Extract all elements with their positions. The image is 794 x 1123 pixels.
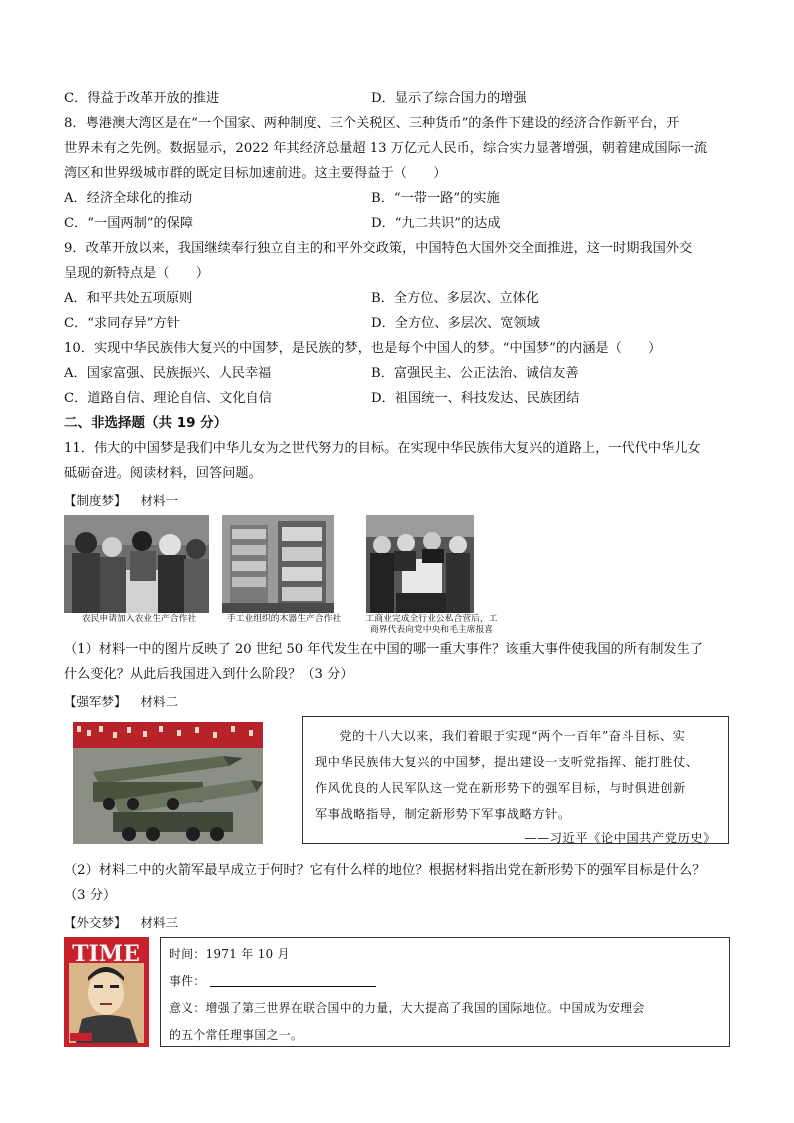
material-2-label: 材料二 <box>140 694 179 709</box>
question-11-1 <box>64 637 734 687</box>
q11-1-line: 什么变化？从此后我国进入到什么阶段？（3 分） <box>64 667 354 682</box>
quote-source: ——习近平《论中国共产党历史》 <box>524 831 716 845</box>
q7-options-cd <box>64 86 734 111</box>
material-1-tag: 【制度梦】 <box>64 493 127 508</box>
event-meaning-line: 的五个常任理事国之一。 <box>169 1028 304 1042</box>
quote-line: 党的十八大以来，我们着眼于实现“两个一百年”奋斗目标、实 <box>339 729 686 743</box>
q9-stem-line: 9．改革开放以来，我国继续奉行独立自主的和平外交政策，中国特色大国外交全面推进，这一时期我国外交 <box>64 241 693 256</box>
q11-1-line: （1）材料一中的图片反映了 20 世纪 50 年代发生在中国的哪一重大事件？该重大事件使我国的所有制发生了 <box>64 642 703 657</box>
material-3-info-box <box>160 937 730 1047</box>
caption-farmers: 农民申请加入农业生产合作社 <box>81 614 197 624</box>
q8-options-ab <box>64 186 734 211</box>
q9-option-a[interactable]: A．和平共处五项原则 <box>64 291 193 306</box>
event-row <box>169 968 721 995</box>
q10-option-d[interactable]: D．祖国统一、科技发达、民族团结 <box>371 391 580 406</box>
q8-option-c[interactable]: C．“一国两制”的保障 <box>64 216 194 231</box>
question-11-2 <box>64 858 734 908</box>
quote-line: 作风优良的人民军队这一党在新形势下的强军目标，与时俱进创新 <box>315 781 686 795</box>
event-meaning-line: 意义：增强了第三世界在联合国中的力量，大大提高了我国的国际地位。中国成为安理会 <box>169 1001 645 1015</box>
q11-stem-line: 砥砺奋进。阅读材料，回答问题。 <box>64 466 262 481</box>
time-magazine-cover <box>64 937 149 1047</box>
q8-stem-line: 湾区和世界级城市群的既定目标加速前进。这主要得益于（ ） <box>64 166 447 181</box>
q10-option-a[interactable]: A．国家富强、民族振兴、人民幸福 <box>64 366 272 381</box>
farmers-photo <box>64 515 209 613</box>
time-logo: TIME <box>72 941 140 967</box>
q9-option-b[interactable]: B．全方位、多层次、立体化 <box>371 291 539 306</box>
question-10 <box>64 336 734 411</box>
q11-2-line: （3 分） <box>64 888 117 903</box>
material-1-label: 材料一 <box>140 493 179 508</box>
q8-options-cd <box>64 211 734 236</box>
caption-handicraft: 手工业组织的木器生产合作社 <box>226 614 342 624</box>
section-title: 二、非选择题（共 19 分） <box>64 415 228 431</box>
q9-option-d[interactable]: D．全方位、多层次、宽领域 <box>371 316 540 331</box>
q10-options-cd <box>64 386 734 411</box>
q10-stem-line: 10．实现中华民族伟大复兴的中国梦，是民族的梦，也是每个中国人的梦。“中国梦”的内涵是（ ） <box>64 341 662 356</box>
q10-option-b[interactable]: B．富强民主、公正法治、诚信友善 <box>371 366 579 381</box>
question-8 <box>64 111 734 236</box>
event-answer-blank[interactable] <box>210 972 376 987</box>
q10-option-c[interactable]: C．道路自信、理论自信、文化自信 <box>64 391 272 406</box>
material-2-header <box>64 689 734 714</box>
material-2-block <box>64 716 734 858</box>
caption-merchants-line1: 工商业完成全行业公私合营后，工 <box>365 614 498 624</box>
q8-stem-line: 世界未有之先例。数据显示，2022 年其经济总量超 13 万亿元人民币，综合实力显著增强，朝着建成国际一流 <box>64 141 708 156</box>
handicraft-photo <box>222 515 334 613</box>
quote-line: 现中华民族伟大复兴的中国梦，提出建设一支听党指挥、能打胜仗、 <box>315 755 699 769</box>
q11-stem-line: 11．伟大的中国梦是我们中华儿女为之世代努力的目标。在实现中华民族伟大复兴的道路上，一代代中华儿女 <box>64 441 701 456</box>
q10-options-ab <box>64 361 734 386</box>
q9-stem-line: 呈现的新特点是（ ） <box>64 266 210 281</box>
q9-options-cd <box>64 311 734 336</box>
q9-options-ab <box>64 286 734 311</box>
question-11 <box>64 436 734 486</box>
material-3-header <box>64 910 734 935</box>
q8-stem-line: 8．粤港澳大湾区是在“一个国家、两种制度、三个关税区、三种货币”的条件下建设的经济合作新平台，开 <box>64 116 680 131</box>
exam-page <box>64 86 734 1057</box>
merchants-photo <box>366 515 474 613</box>
material-1-header <box>64 488 734 513</box>
material-3-label: 材料三 <box>140 915 179 930</box>
q7-option-d[interactable]: D．显示了综合国力的增强 <box>371 91 527 106</box>
q8-option-b[interactable]: B．“一带一路”的实施 <box>371 191 500 206</box>
material-3-block <box>64 937 734 1057</box>
event-time: 时间：1971 年 10 月 <box>169 947 290 961</box>
material-3-tag: 【外交梦】 <box>64 915 127 930</box>
q9-option-c[interactable]: C．“求同存异”方针 <box>64 316 180 331</box>
q8-option-d[interactable]: D．“九二共识”的达成 <box>371 216 501 231</box>
material-2-tag: 【强军梦】 <box>64 694 127 709</box>
material-1-photo-strip <box>64 515 505 637</box>
rocket-force-parade-photo <box>73 722 263 844</box>
q7-option-c[interactable]: C．得益于改革开放的推进 <box>64 91 220 106</box>
q11-2-line: （2）材料二中的火箭军最早成立于何时？它有什么样的地位？根据材料指出党在新形势下的强军目标是什么？ <box>64 863 706 878</box>
event-label: 事件： <box>169 974 206 988</box>
caption-merchants-line2: 商界代表向党中央和毛主席报喜 <box>369 625 494 635</box>
quote-line: 军事战略指导，制定新形势下军事战略方针。 <box>315 807 571 821</box>
q8-option-a[interactable]: A．经济全球化的推动 <box>64 191 193 206</box>
material-2-quote-box <box>302 716 729 844</box>
question-9 <box>64 236 734 336</box>
